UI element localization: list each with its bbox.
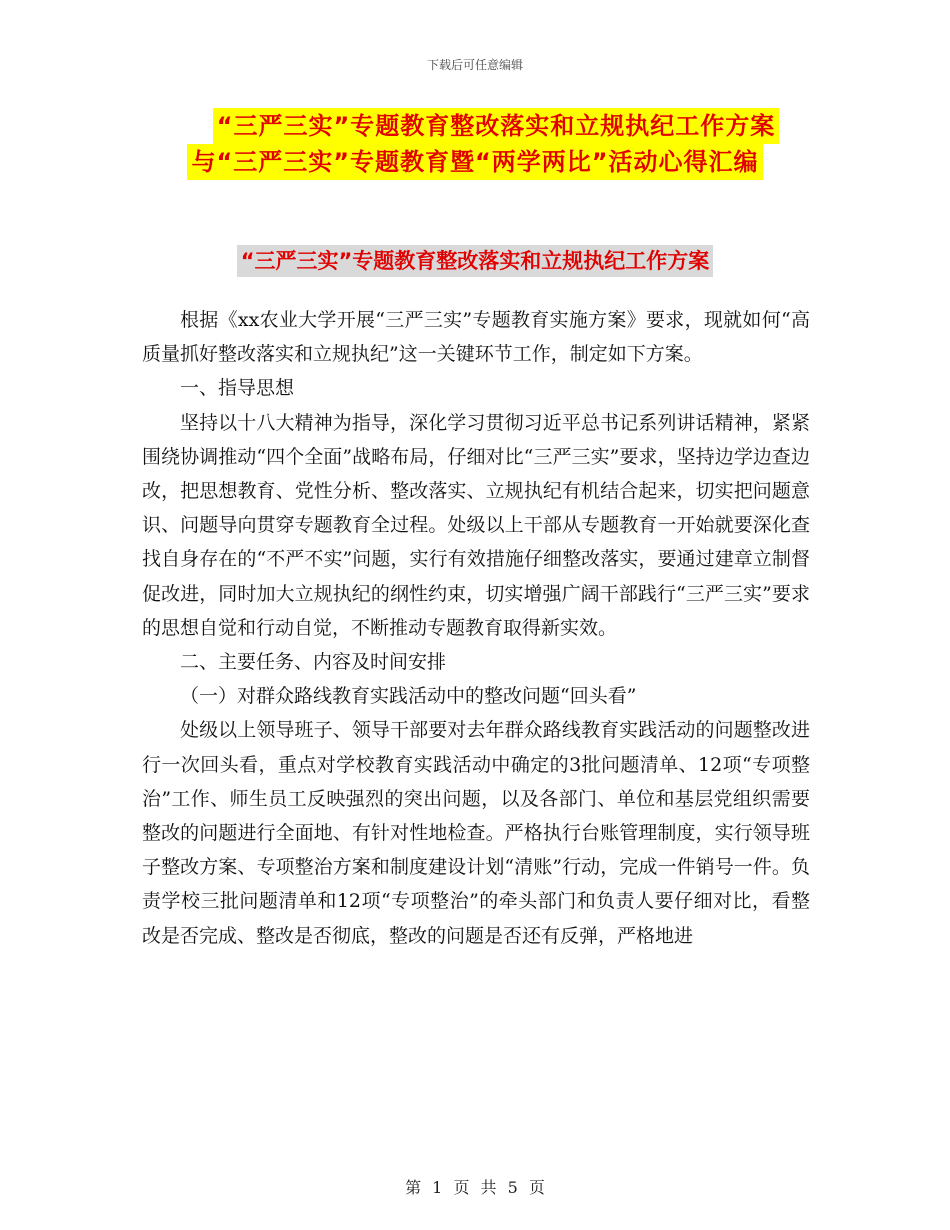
paragraph-review: 处级以上领导班子、领导干部要对去年群众路线教育实践活动的问题整改进行一次回头看，重点对学校教育实践活动中确定的3批问题清单、12项“专项整治”工作、师生员工反映强烈的突出问题，以及各部门、单位和基层党组织需要整改的问题进行全面地、有针对性地检查。严格执行台账管理制度，实行领导班子整改方案、专项整治方案和制度建设计划“清账”行动，完成一件销号一件。负责学校三批问题清单和12项“专项整治”的牵头部门和负责人要仔细对比，看整改是否完成、整改是否彻底，整改的问题是否还有反弹，严格地进 xyxy=(142,719,810,947)
heading-guiding-ideology: 一、指导思想 xyxy=(180,377,295,400)
document-body xyxy=(142,303,810,953)
page-header-note: 下载后可任意编辑 xyxy=(426,58,523,72)
intro-paragraph: 根据《xx农业大学开展“三严三实”专题教育实施方案》要求，现就如何“高质量抓好整改落实和立规执纪”这一关键环节工作，制定如下方案。 xyxy=(142,309,810,366)
page-number: 第 1 页 共 5 页 xyxy=(405,1178,545,1197)
title-line-1: “三严三实”专题教育整改落实和立规执纪工作方案 xyxy=(213,108,780,144)
document-title xyxy=(0,108,950,180)
subheading-review: （一）对群众路线教育实践活动中的整改问题“回头看” xyxy=(180,685,637,708)
paragraph-guiding-ideology: 坚持以十八大精神为指导，深化学习贯彻习近平总书记系列讲话精神，紧紧围绕协调推动“四个全面”战略布局，仔细对比“三严三实”要求，坚持边学边查边改，把思想教育、党性分析、整改落实、立规执纪有机结合起来，切实把问题意识、问题导向贯穿专题教育全过程。处级以上干部从专题教育一开始就要深化查找自身存在的“不严不实”问题，实行有效措施仔细整改落实，要通过建章立制督促改进，同时加大立规执纪的纲性约束，切实增强广阔干部践行“三严三实”要求的思想自觉和行动自觉，不断推动专题教育取得新实效。 xyxy=(142,411,810,639)
section-title: “三严三实”专题教育整改落实和立规执纪工作方案 xyxy=(237,245,714,277)
title-line-2: 与“三严三实”专题教育暨“两学两比”活动心得汇编 xyxy=(187,144,762,180)
heading-main-tasks: 二、主要任务、内容及时间安排 xyxy=(180,651,447,674)
section-title-wrap xyxy=(0,245,950,277)
